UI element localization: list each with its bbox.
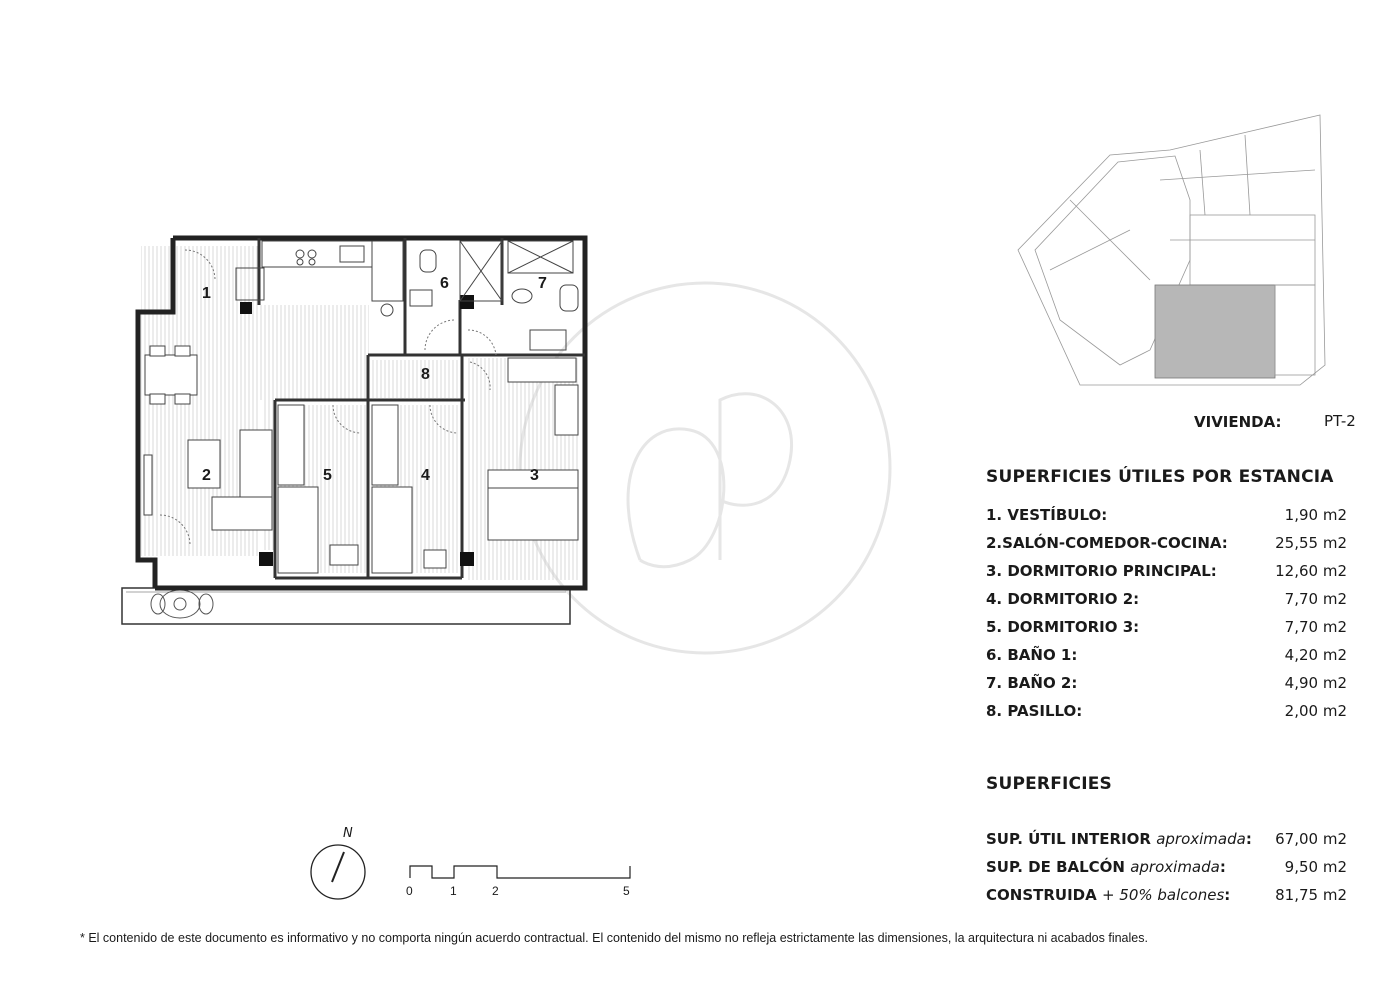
room-area-value: 12,60 m2 xyxy=(1275,562,1347,580)
surface-note: aproximada xyxy=(1130,858,1220,876)
scale-label-2: 2 xyxy=(492,884,499,898)
room-number-5: 5 xyxy=(323,467,332,484)
surface-label: SUP. DE BALCÓN xyxy=(986,858,1125,876)
scale-label-0: 0 xyxy=(406,884,413,898)
room-number-1: 1 xyxy=(202,285,211,302)
room-area-name: 4. DORMITORIO 2: xyxy=(986,590,1140,608)
room-number-8: 8 xyxy=(421,366,430,383)
kitchen-counter xyxy=(236,241,403,316)
north-label: N xyxy=(343,826,353,841)
balcony xyxy=(122,588,570,624)
scale-bar xyxy=(410,866,630,878)
room-area-value: 7,70 m2 xyxy=(1284,590,1347,608)
north-arrow-icon xyxy=(311,845,365,899)
surface-value: 81,75 m2 xyxy=(1275,886,1347,904)
surface-note: + 50% balcones xyxy=(1101,886,1225,904)
dwelling-value: PT-2 xyxy=(1324,412,1356,430)
surface-row-built xyxy=(986,886,1230,904)
room-area-name: 5. DORMITORIO 3: xyxy=(986,618,1140,636)
surface-label: SUP. ÚTIL INTERIOR xyxy=(986,830,1151,848)
key-plan xyxy=(1018,115,1325,385)
surface-note: aproximada xyxy=(1156,830,1246,848)
room-number-6: 6 xyxy=(440,275,449,292)
room-number-4: 4 xyxy=(421,467,430,484)
room-area-name: 2.SALÓN-COMEDOR-COCINA: xyxy=(986,534,1228,552)
surface-row-balcony xyxy=(986,858,1226,876)
room-area-name: 1. VESTÍBULO: xyxy=(986,506,1108,524)
room-area-value: 1,90 m2 xyxy=(1284,506,1347,524)
scale-label-5: 5 xyxy=(623,884,630,898)
balcony-chair-icon xyxy=(151,590,213,618)
room-area-value: 25,55 m2 xyxy=(1275,534,1347,552)
surface-colon: : xyxy=(1219,858,1226,876)
room-number-7: 7 xyxy=(538,275,547,292)
surface-row-interior xyxy=(986,830,1252,848)
disclaimer-text: * El contenido de este documento es informativo y no comporta ningún acuerdo contractual. El contenido del mismo no refleja estrictamente las dimensiones, la arquitectura ni acabados finales. xyxy=(80,931,1148,945)
dwelling-label: VIVIENDA: xyxy=(1194,413,1282,431)
room-number-2: 2 xyxy=(202,467,211,484)
room-area-name: 7. BAÑO 2: xyxy=(986,674,1078,692)
surface-value: 9,50 m2 xyxy=(1284,858,1347,876)
surface-colon: : xyxy=(1224,886,1231,904)
room-number-3: 3 xyxy=(530,467,539,484)
room-area-value: 4,90 m2 xyxy=(1284,674,1347,692)
room-area-name: 8. PASILLO: xyxy=(986,702,1083,720)
bathroom-fixtures xyxy=(410,241,578,350)
room-area-name: 6. BAÑO 1: xyxy=(986,646,1078,664)
surfaces-heading: SUPERFICIES xyxy=(986,774,1113,794)
room-area-value: 4,20 m2 xyxy=(1284,646,1347,664)
surface-colon: : xyxy=(1245,830,1252,848)
room-area-name: 3. DORMITORIO PRINCIPAL: xyxy=(986,562,1217,580)
room-area-value: 2,00 m2 xyxy=(1284,702,1347,720)
surface-label: CONSTRUIDA xyxy=(986,886,1097,904)
room-area-value: 7,70 m2 xyxy=(1284,618,1347,636)
scale-label-1: 1 xyxy=(450,884,457,898)
surface-value: 67,00 m2 xyxy=(1275,830,1347,848)
room-areas-heading: SUPERFICIES ÚTILES POR ESTANCIA xyxy=(986,467,1334,487)
